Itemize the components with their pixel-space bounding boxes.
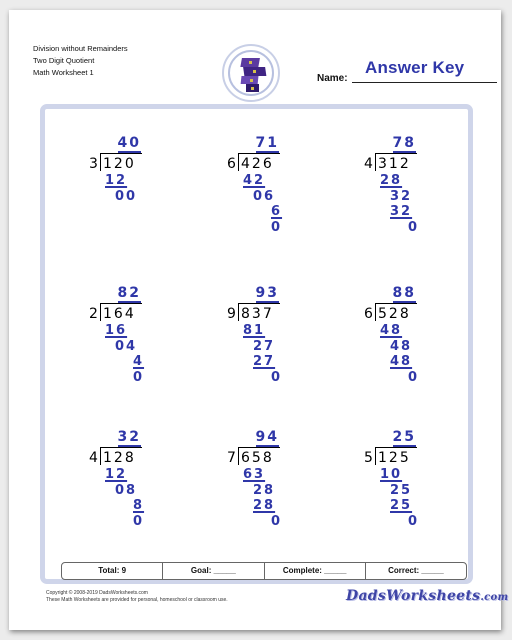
work-step: 25	[390, 498, 413, 513]
division-problem	[354, 424, 444, 534]
division-bar	[375, 303, 417, 304]
division-bar	[375, 153, 417, 154]
division-bar	[238, 153, 280, 154]
divisor: 9	[227, 306, 236, 322]
division-bar	[100, 303, 142, 304]
division-problem	[79, 280, 169, 390]
header-line-worksheet: Math Worksheet 1	[33, 68, 94, 77]
worksheet-page	[9, 10, 509, 630]
dividend: 658	[241, 450, 274, 466]
usage-line: These Math Worksheets are provided for personal, homeschool or classroom use.	[46, 597, 228, 603]
work-step: 27	[253, 339, 276, 354]
work-step: 16	[105, 323, 128, 338]
worksheet-header-text	[33, 43, 128, 79]
correct-cell: Correct: _____	[388, 566, 444, 575]
quotient: 94	[255, 429, 279, 445]
name-field	[317, 58, 497, 84]
dividend: 426	[241, 156, 274, 172]
work-step: 32	[390, 189, 413, 204]
divisor: 3	[89, 156, 98, 172]
division-bar	[375, 447, 417, 448]
work-step: 0	[271, 370, 283, 385]
division-cubes-icon	[230, 52, 274, 96]
work-step: 27	[253, 354, 276, 369]
work-step: 42	[243, 173, 266, 188]
dividend: 312	[378, 156, 411, 172]
work-step: 12	[105, 173, 128, 188]
quotient: 88	[392, 285, 416, 301]
dividend: 837	[241, 306, 274, 322]
division-problem	[217, 280, 307, 390]
complete-cell: Complete: _____	[265, 563, 366, 579]
name-underline	[352, 82, 497, 83]
work-step: 28	[253, 498, 276, 513]
work-step: 4	[133, 354, 145, 369]
copyright-line: Copyright © 2008-2019 DadsWorksheets.com	[46, 590, 148, 596]
divisor: 5	[364, 450, 373, 466]
name-label: Name:	[317, 73, 348, 84]
work-step: 28	[380, 173, 403, 188]
division-problem	[354, 130, 444, 240]
work-step: 0	[133, 514, 145, 529]
divisor: 4	[89, 450, 98, 466]
quotient: 25	[392, 429, 416, 445]
dividend: 528	[378, 306, 411, 322]
division-problem	[79, 424, 169, 534]
quotient: 93	[255, 285, 279, 301]
division-problem	[217, 424, 307, 534]
division-problem	[354, 280, 444, 390]
work-step: 48	[390, 354, 413, 369]
dividend: 125	[378, 450, 411, 466]
work-step: 0	[408, 370, 420, 385]
work-step: 0	[408, 220, 420, 235]
work-step: 12	[105, 467, 128, 482]
work-step: 48	[390, 339, 413, 354]
brand-name: DadsWorksheets	[346, 588, 481, 604]
work-step: 0	[271, 514, 283, 529]
brand-logo	[346, 588, 508, 604]
answer-key-title: Answer Key	[365, 58, 465, 77]
total-cell: Total: 9	[62, 563, 163, 579]
header-line-subtitle: Two Digit Quotient	[33, 56, 95, 65]
division-bar	[100, 153, 142, 154]
division-bar	[238, 447, 280, 448]
quotient: 78	[392, 135, 416, 151]
score-footer	[61, 562, 467, 580]
work-step: 48	[380, 323, 403, 338]
division-bar	[238, 303, 280, 304]
work-step: 00	[115, 189, 138, 204]
division-problem	[79, 130, 169, 240]
goal-cell: Goal: _____	[163, 563, 264, 579]
work-step: 63	[243, 467, 266, 482]
work-step: 6	[271, 204, 283, 219]
divisor: 2	[89, 306, 98, 322]
divisor: 6	[227, 156, 236, 172]
dividend: 120	[103, 156, 136, 172]
work-step: 10	[380, 467, 403, 482]
dividend: 128	[103, 450, 136, 466]
worksheet-logo	[222, 44, 280, 102]
header-line-title: Division without Remainders	[33, 44, 128, 53]
work-step: 25	[390, 483, 413, 498]
work-step: 04	[115, 339, 138, 354]
copyright-notice	[46, 590, 228, 604]
quotient: 32	[117, 429, 141, 445]
work-step: 08	[115, 483, 138, 498]
work-step: 8	[133, 498, 145, 513]
work-step: 06	[253, 189, 276, 204]
division-problem	[217, 130, 307, 240]
divisor: 7	[227, 450, 236, 466]
divisor: 6	[364, 306, 373, 322]
dividend: 164	[103, 306, 136, 322]
brand-suffix: .com	[480, 592, 509, 603]
quotient: 71	[255, 135, 279, 151]
division-bar	[100, 447, 142, 448]
divisor: 4	[364, 156, 373, 172]
work-step: 81	[243, 323, 266, 338]
work-step: 0	[408, 514, 420, 529]
work-step: 0	[133, 370, 145, 385]
work-step: 32	[390, 204, 413, 219]
quotient: 82	[117, 285, 141, 301]
work-step: 28	[253, 483, 276, 498]
quotient: 40	[117, 135, 141, 151]
work-step: 0	[271, 220, 283, 235]
